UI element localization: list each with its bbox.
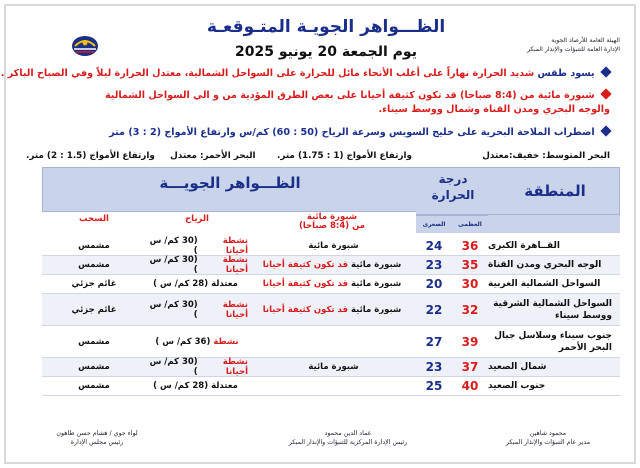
- fog-text: شبورة مائية: [350, 304, 402, 315]
- med-sea-state: البحر المتوسط: خفيف:معتدل: [482, 151, 610, 161]
- table-row: [42, 256, 620, 275]
- table-row: [42, 294, 620, 326]
- fog-cell: [248, 256, 416, 274]
- table-row: [42, 237, 620, 256]
- fog-cell: [248, 377, 416, 395]
- cloud-cell: مشمس: [78, 381, 110, 391]
- signature-chairman: [42, 429, 152, 447]
- col-clouds: السحب: [42, 211, 146, 233]
- sig3-role: رئيس مجلس الإدارة: [70, 439, 124, 446]
- max-temp-cell: 36: [461, 239, 479, 253]
- table-row: [42, 358, 620, 377]
- wind-cell: [146, 275, 248, 293]
- fog-text: شبورة مائية: [350, 279, 402, 289]
- min-temp-cell: 20: [425, 277, 443, 291]
- fog-alert-text: قد تكون كثيفة أحيانا: [262, 260, 349, 270]
- fog-alert-text: قد تكون كثيفة أحيانا: [262, 304, 349, 315]
- col-min: الصغرى: [416, 215, 452, 233]
- signature-central-head: [268, 429, 428, 447]
- cloud-cell: مشمس: [78, 260, 110, 270]
- min-temp-cell: 27: [425, 334, 443, 349]
- wind-cell: [146, 358, 248, 376]
- fog-alert-text: قد تكون كثيفة أحيانا: [262, 279, 349, 289]
- region-cell: جنوب الصعيد: [488, 381, 546, 391]
- cloud-cell: مشمس: [78, 336, 110, 347]
- forecast-line-fog: [105, 90, 610, 101]
- fog-text: شبورة مائية: [308, 362, 359, 372]
- cloud-cell: غائم جزئي: [71, 279, 117, 289]
- forecast-line-fog-cont: والوجه البحري ومدن القناة وشمال ووسط سيناء.: [378, 104, 610, 115]
- col-wind: الرياح: [146, 211, 248, 233]
- wind-text: (30 كم/ س ): [149, 299, 198, 320]
- bullet-icon: [600, 125, 611, 136]
- region-cell: القــاهرة الكبرى: [488, 241, 560, 251]
- wind-text: (36 كم/ س ): [155, 336, 211, 347]
- max-temp-cell: 37: [461, 360, 479, 374]
- max-temp-cell: 30: [461, 277, 479, 291]
- signature-director: [488, 429, 608, 447]
- col-fog: [248, 211, 416, 233]
- cloud-cell: غائم جزئي: [71, 304, 117, 315]
- col-fog-line2: من (8:4 صباحا): [298, 221, 366, 231]
- wind-text: (30 كم/ س ): [149, 357, 198, 377]
- sig2-name: عماد الدين محمود: [324, 430, 372, 437]
- region-cell: شمال الصعيد: [488, 362, 547, 372]
- wind-text: معتدلة (28 كم/ س ): [153, 381, 238, 391]
- organization-name: [490, 36, 620, 54]
- wind-alert-text: نشطة: [213, 336, 239, 347]
- fog-text: شبورة مائية من (8:4 صباحا) قد تكون كثيفة أحيانا على بعض الطرق المؤدية من و الي السواحل الشمالية: [104, 90, 595, 101]
- sig2-role: رئيس الإدارة المركزية للتنبؤات والإنذار المبكر: [288, 439, 408, 446]
- table-row: [42, 377, 620, 396]
- bullet-icon: [600, 66, 611, 77]
- red-sea-label: البحر الأحمر: معتدل: [170, 151, 256, 161]
- forecast-line-navigation: [109, 127, 610, 138]
- wind-alert-text: نشطة أحيانا: [222, 357, 248, 377]
- region-cell: السواحل الشمالية الغربية: [488, 279, 601, 289]
- sig1-name: محمود شاهين: [529, 430, 567, 437]
- cloud-cell: مشمس: [78, 362, 110, 372]
- region-cell: جنوب سيناء وسلاسل جبال البحر الأحمر: [494, 330, 612, 353]
- red-sea-waves: وارتفاع الأمواج (1.5 : 2) متر.: [26, 151, 155, 161]
- wind-cell: [146, 256, 248, 274]
- sig3-name: لواء جوي / هشام حسن طاهون: [56, 430, 138, 437]
- max-temp-cell: 32: [461, 302, 479, 317]
- fog-text: شبورة مائية: [308, 241, 359, 251]
- fog-cell: [248, 294, 416, 325]
- forecast-table: [42, 167, 620, 429]
- fog-cell: [248, 358, 416, 376]
- table-row: [42, 326, 620, 358]
- wind-cell: [146, 326, 248, 357]
- forecast-bulletin: [0, 4, 636, 464]
- fog-cell: [248, 237, 416, 255]
- wind-text: (30 كم/ س ): [149, 255, 198, 275]
- col-fog-line1: شبورة مائية: [306, 212, 358, 222]
- wind-cell: [146, 237, 248, 255]
- red-sea-state: [26, 151, 256, 161]
- table-row: [42, 275, 620, 294]
- min-temp-cell: 24: [425, 239, 443, 253]
- header-region: المنطقة: [524, 182, 586, 200]
- max-temp-cell: 35: [461, 258, 479, 272]
- table-body: [42, 237, 620, 396]
- org-line-1: الهيئة العامة للأرصاد الجوية: [551, 37, 620, 44]
- forecast-date: يوم الجمعة 20 يونيو 2025: [235, 44, 417, 60]
- min-temp-cell: 22: [425, 302, 443, 317]
- min-temp-cell: 25: [425, 379, 443, 393]
- cloud-cell: مشمس: [78, 241, 110, 251]
- col-region-spacer: [488, 215, 620, 233]
- region-cell: السواحل الشمالية الشرقية ووسط سيناء: [493, 298, 612, 321]
- wind-text: معتدلة (28 كم/ س ): [153, 279, 238, 289]
- header-phenomena: الظـــواهر الجويـــة: [159, 174, 301, 192]
- min-temp-cell: 23: [425, 360, 443, 374]
- table-header: [42, 167, 620, 215]
- wind-alert-text: نشطة أحيانا: [222, 255, 248, 275]
- fog-cell: [248, 326, 416, 357]
- org-line-2: الإدارة العامة للتنبؤات والإنذار المبكر: [527, 46, 620, 53]
- min-temp-cell: 23: [425, 258, 443, 272]
- max-temp-cell: 39: [461, 334, 479, 349]
- navigation-text: اضطراب الملاحة البحرية على خليج السويس وسرعة الرياح (50 : 60) كم/س: [239, 127, 595, 138]
- med-sea-waves: وارتفاع الأمواج (1 : 1.75) متر.: [277, 151, 412, 161]
- wind-alert-text: نشطة أحيانا: [222, 299, 248, 320]
- wind-alert-text: نشطة أحيانا: [222, 236, 248, 256]
- sig1-role: مدير عام التنبؤات والإنذار المبكر: [505, 439, 591, 446]
- line1-part-c: معتدل الحرارة ليلاً وفي الصباح الباكر .: [0, 68, 182, 79]
- navigation-waves: وارتفاع الأمواج (2 : 3) متر: [109, 127, 236, 138]
- page-title: الظـــواهر الجويـة المتـوقعـة: [206, 17, 446, 37]
- forecast-line-general: [1, 68, 610, 79]
- ema-logo-icon: [70, 34, 100, 58]
- bullet-icon: [600, 88, 611, 99]
- col-max: العظمى: [452, 215, 488, 233]
- fog-cell: [248, 275, 416, 293]
- max-temp-cell: 40: [461, 379, 479, 393]
- line1-part-b: شديد الحرارة نهاراً على أغلب الأنحاء مائل للحرارة على السواحل الشمالية،: [184, 68, 535, 79]
- wind-text: (30 كم/ س ): [149, 236, 198, 256]
- header-temperature: درجة الحرارة: [431, 172, 475, 202]
- fog-text: شبورة مائية: [350, 260, 402, 270]
- wind-cell: [146, 294, 248, 325]
- region-cell: الوجه البحري ومدن القناة: [488, 260, 602, 270]
- wind-cell: [146, 377, 248, 395]
- line1-part-a: يسود طقس: [537, 68, 595, 79]
